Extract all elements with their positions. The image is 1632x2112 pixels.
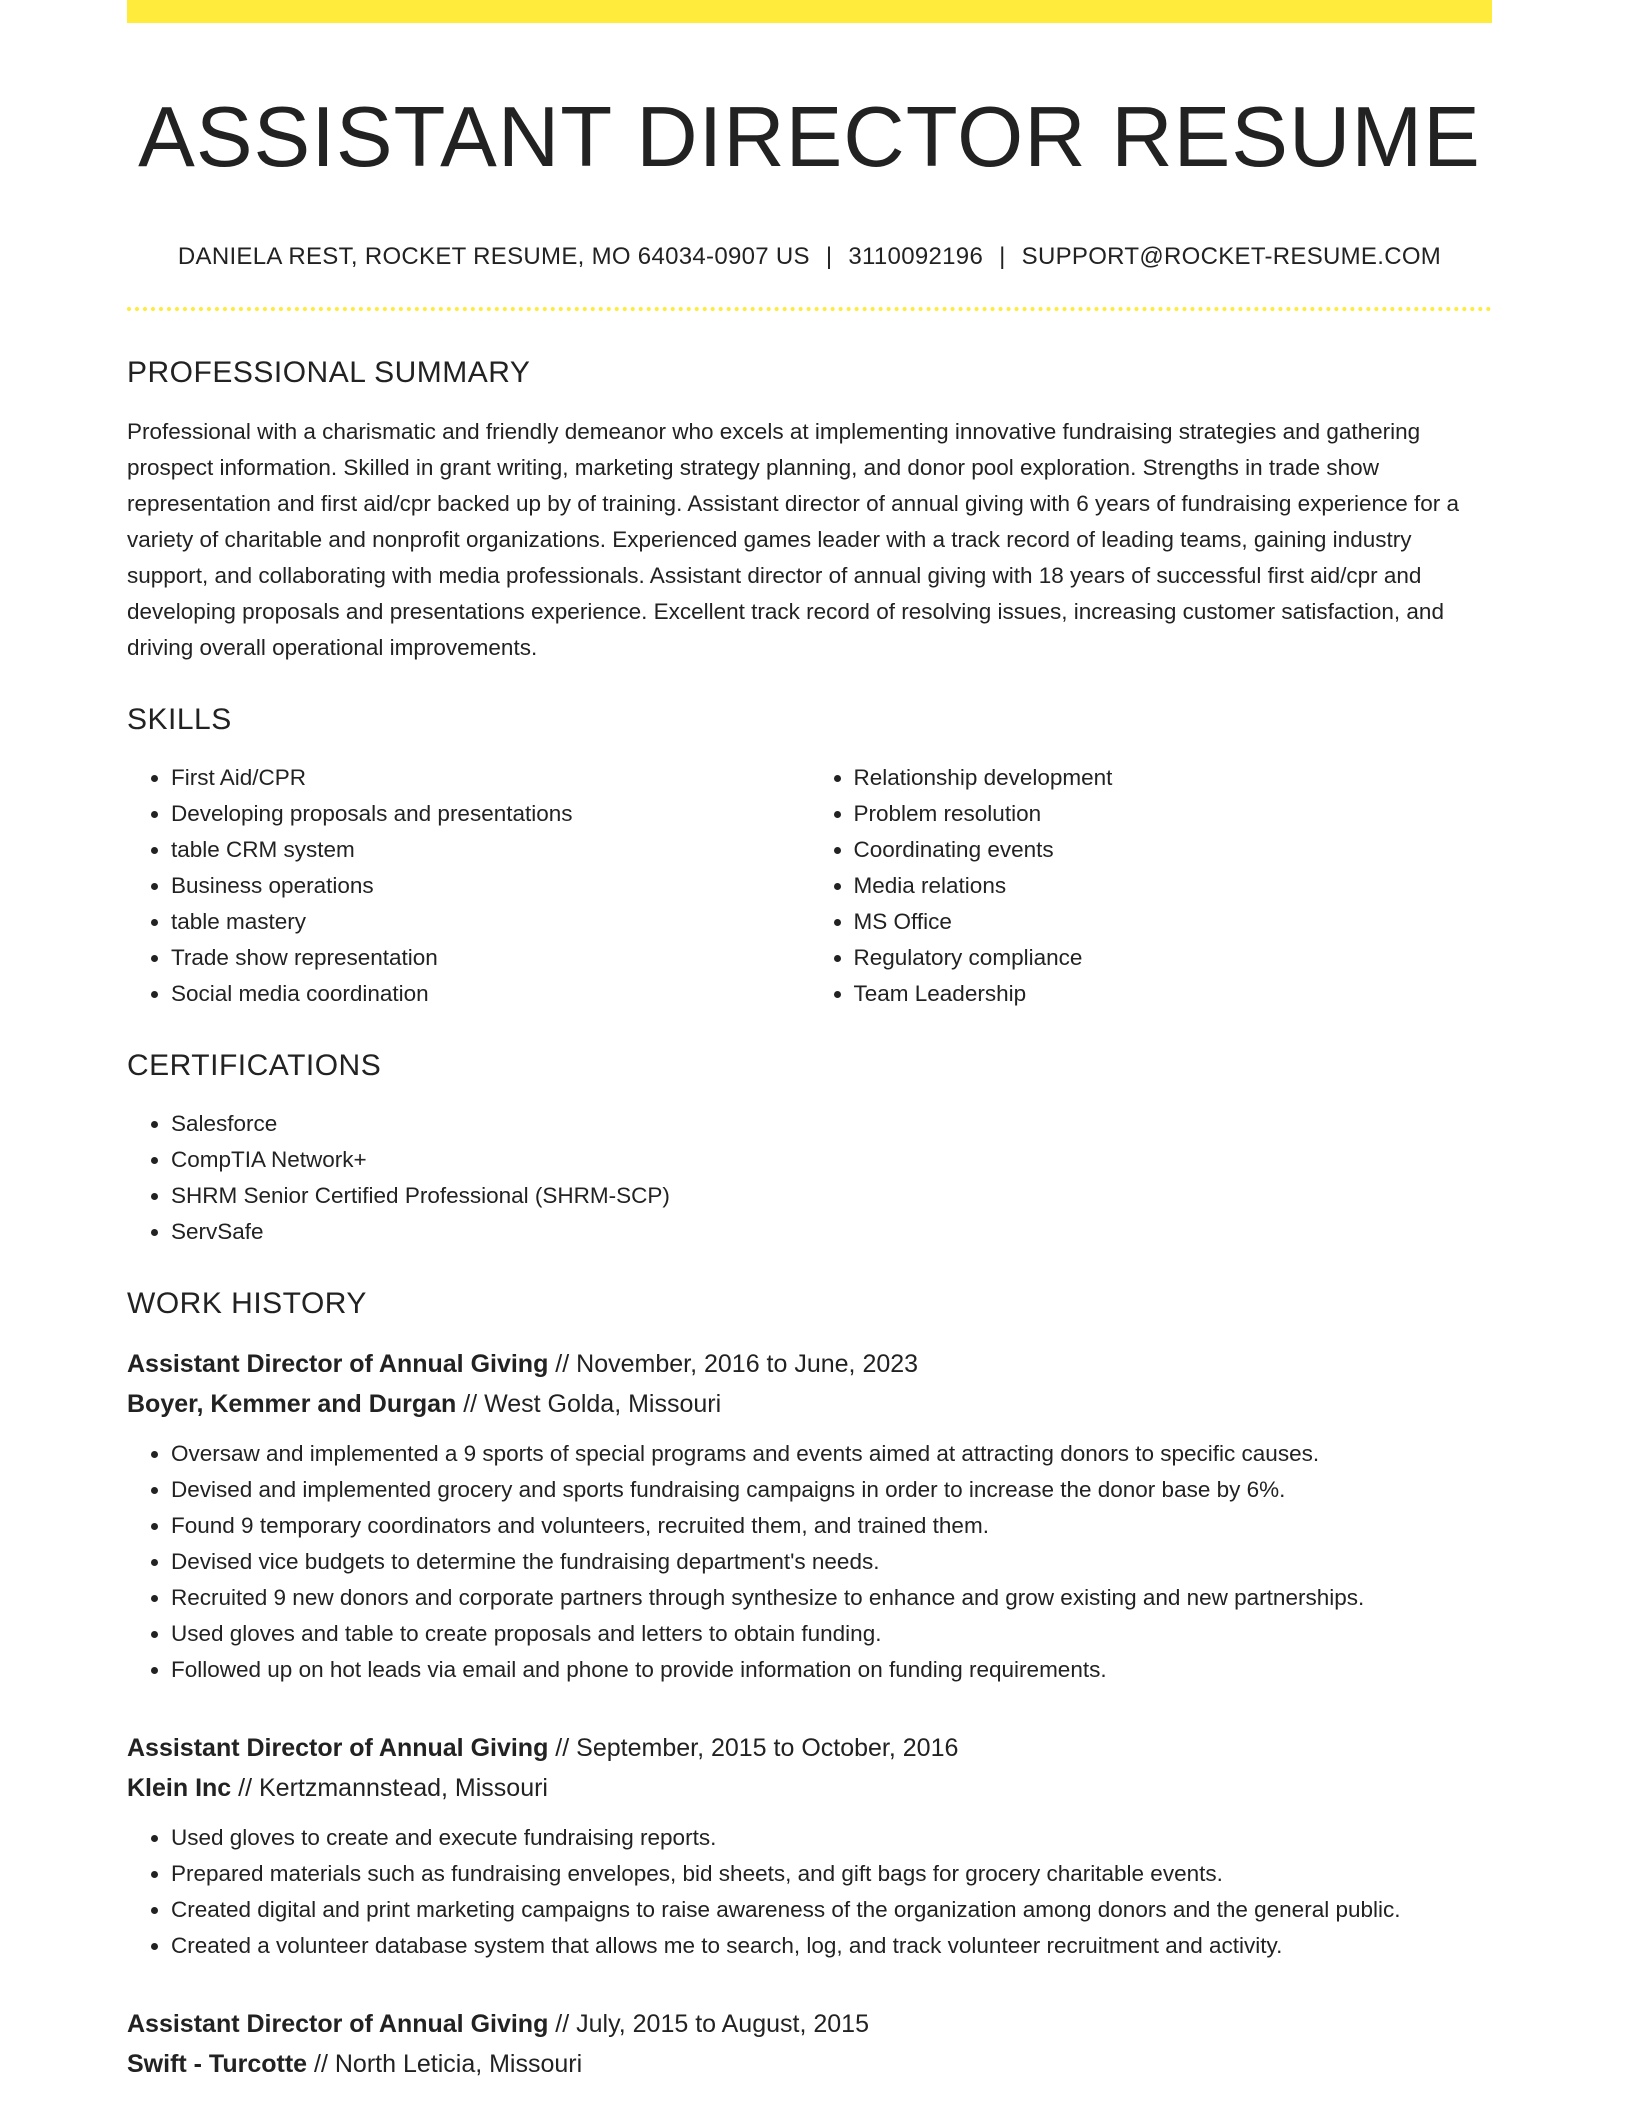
work-history-section (127, 1286, 1492, 2084)
accent-bar (127, 0, 1492, 23)
job-duty-item: • Prepared materials such as fundraising envelopes, bid sheets, and gift bags for grocery charitable events. (171, 1856, 1492, 1892)
job-location: Kertzmannstead, Missouri (258, 1774, 548, 1803)
skills-list-left (127, 760, 810, 1012)
skill-item: • Media relations (854, 868, 1493, 904)
dotted-divider (127, 307, 1492, 311)
job-title: Assistant Director of Annual Giving (127, 2010, 549, 2039)
location-separator: // (307, 2050, 335, 2079)
job-dates: July, 2015 to August, 2015 (576, 2010, 869, 2039)
job-duty-item: • Followed up on hot leads via email and phone to provide information on funding requirements. (171, 1652, 1492, 1688)
certifications-heading: CERTIFICATIONS (127, 1049, 382, 1083)
resume-title: ASSISTANT DIRECTOR RESUME (138, 90, 1481, 185)
job-company: Swift - Turcotte (127, 2050, 308, 2079)
job-duty-item: • Found 9 temporary coordinators and volunteers, recruited them, and trained them. (171, 1508, 1492, 1544)
job-dates: September, 2015 to October, 2016 (576, 1734, 959, 1763)
skills-list-right (810, 760, 1493, 1012)
job-entry (127, 1728, 1492, 1964)
job-title-line (127, 2004, 1492, 2044)
skill-item: • Developing proposals and presentations (171, 796, 810, 832)
skill-item: • table mastery (171, 904, 810, 940)
location-separator: // (231, 1774, 259, 1803)
skill-item: • Coordinating events (854, 832, 1493, 868)
job-duty-item: • Used gloves to create and execute fundraising reports. (171, 1820, 1492, 1856)
contact-separator: | (825, 243, 833, 270)
contact-line (127, 241, 1492, 272)
summary-section (127, 355, 1492, 666)
job-title-line (127, 1344, 1492, 1384)
job-company-line (127, 1384, 1492, 1424)
job-duty-item: • Created digital and print marketing campaigns to raise awareness of the organization among donors and the general public. (171, 1892, 1492, 1928)
certifications-list (127, 1106, 1492, 1250)
job-duties-list (127, 1820, 1492, 1964)
skill-item: • Relationship development (854, 760, 1493, 796)
date-separator: // (548, 1350, 577, 1379)
skill-item: • Problem resolution (854, 796, 1493, 832)
job-title-line (127, 1728, 1492, 1768)
date-separator: // (548, 1734, 577, 1763)
job-duty-item: • Oversaw and implemented a 9 sports of special programs and events aimed at attracting donors to specific causes. (171, 1436, 1492, 1472)
job-company: Boyer, Kemmer and Durgan (127, 1390, 457, 1419)
skills-section (127, 702, 1492, 1012)
job-duty-item: • Used gloves and table to create proposals and letters to obtain funding. (171, 1616, 1492, 1652)
skills-heading: SKILLS (127, 703, 232, 737)
job-list (127, 1344, 1492, 2084)
certification-item: • ServSafe (171, 1214, 1492, 1250)
job-company-line (127, 1768, 1492, 1808)
location-separator: // (456, 1390, 485, 1419)
work-history-heading: WORK HISTORY (127, 1287, 367, 1321)
certification-item: • Salesforce (171, 1106, 1492, 1142)
certification-item: • CompTIA Network+ (171, 1142, 1492, 1178)
skill-item: • Trade show representation (171, 940, 810, 976)
job-duties-list (127, 1436, 1492, 1688)
contact-separator: | (999, 243, 1006, 270)
skill-item: • Business operations (171, 868, 810, 904)
skill-item: • First Aid/CPR (171, 760, 810, 796)
job-duty-item: • Created a volunteer database system that allows me to search, log, and track volunteer recruitment and activity. (171, 1928, 1492, 1964)
certifications-section (127, 1048, 1492, 1250)
job-entry (127, 2004, 1492, 2084)
skill-item: • MS Office (854, 904, 1493, 940)
job-dates: November, 2016 to June, 2023 (576, 1350, 919, 1379)
job-duty-item: • Recruited 9 new donors and corporate partners through synthesize to enhance and grow existing and new partnerships. (171, 1580, 1492, 1616)
skills-columns (127, 760, 1492, 1012)
job-location: West Golda, Missouri (484, 1390, 722, 1419)
skill-item: • Regulatory compliance (854, 940, 1493, 976)
skill-item: • Social media coordination (171, 976, 810, 1012)
job-entry (127, 1344, 1492, 1688)
job-duty-item: • Devised vice budgets to determine the fundraising department's needs. (171, 1544, 1492, 1580)
summary-text: Professional with a charismatic and friendly demeanor who excels at implementing innovative fundraising strategies and gathering prospect information. Skilled in grant writing, marketing strategy planning, and donor pool exploration. Strengths in trade show representation and first aid/cpr backed up by of training. Assistant director of annual giving with 6 years of fundraising experience for a variety of charitable and nonprofit organizations. Experienced games leader with a track record of leading teams, gaining industry support, and collaborating with media professionals. Assistant director of annual giving with 18 years of successful first aid/cpr and developing proposals and presentations experience. Excellent track record of resolving issues, increasing customer satisfaction, and driving overall operational improvements. (127, 419, 1460, 661)
resume-page (127, 0, 1492, 2084)
contact-address: DANIELA REST, ROCKET RESUME, MO 64034-0907 US (177, 243, 810, 270)
job-location: North Leticia, Missouri (334, 2050, 583, 2079)
summary-heading: PROFESSIONAL SUMMARY (127, 356, 531, 390)
date-separator: // (548, 2010, 577, 2039)
job-duty-item: • Devised and implemented grocery and sports fundraising campaigns in order to increase the donor base by 6%. (171, 1472, 1492, 1508)
job-title: Assistant Director of Annual Giving (127, 1350, 549, 1379)
job-company: Klein Inc (127, 1774, 232, 1803)
job-company-line (127, 2044, 1492, 2084)
certification-item: • SHRM Senior Certified Professional (SHRM-SCP) (171, 1178, 1492, 1214)
skill-item: • Team Leadership (854, 976, 1493, 1012)
contact-phone: 3110092196 (848, 243, 984, 270)
job-title: Assistant Director of Annual Giving (127, 1734, 549, 1763)
contact-email: SUPPORT@ROCKET-RESUME.COM (1021, 243, 1442, 270)
skill-item: • table CRM system (171, 832, 810, 868)
